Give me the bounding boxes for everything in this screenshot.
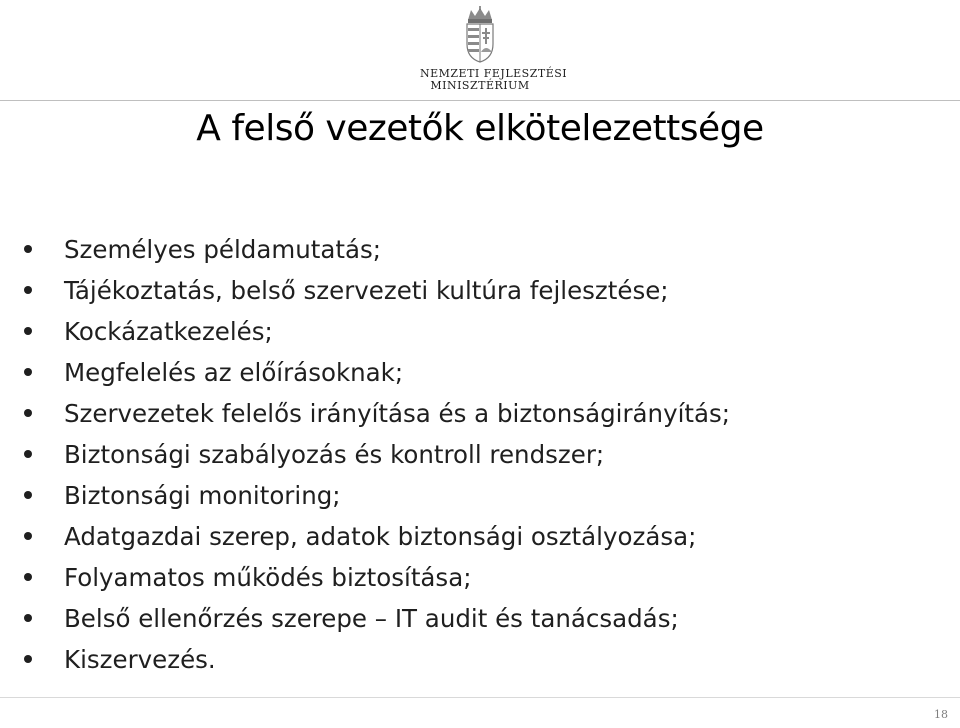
logo-line-1: NEMZETI FEJLESZTÉSI <box>420 67 568 80</box>
bullet-list <box>20 229 730 680</box>
bullet-item <box>20 639 730 680</box>
bullet-item <box>20 557 730 598</box>
bullet-item <box>20 434 730 475</box>
footer-divider <box>0 697 960 698</box>
bullet-item <box>20 516 730 557</box>
bullet-icon <box>24 532 32 540</box>
logo-text <box>420 67 568 92</box>
bullet-icon <box>24 450 32 458</box>
logo-line-2: MINISZTÉRIUM <box>430 79 530 92</box>
bullet-item <box>20 352 730 393</box>
ministry-logo <box>420 6 568 98</box>
bullet-text: Személyes példamutatás; <box>64 235 382 264</box>
bullet-icon <box>24 655 32 663</box>
bullet-icon <box>24 491 32 499</box>
bullet-item <box>20 311 730 352</box>
bullet-text: Biztonsági monitoring; <box>64 481 341 510</box>
bullet-text: Belső ellenőrzés szerepe – IT audit és tanácsadás; <box>64 604 679 633</box>
bullet-icon <box>24 286 32 294</box>
bullet-icon <box>24 573 32 581</box>
slide-title: A felső vezetők elkötelezettsége <box>196 108 764 149</box>
bullet-text: Megfelelés az előírásoknak; <box>64 358 404 387</box>
bullet-text: Tájékoztatás, belső szervezeti kultúra fejlesztése; <box>64 276 669 305</box>
bullet-icon <box>24 368 32 376</box>
bullet-item <box>20 475 730 516</box>
bullet-icon <box>24 245 32 253</box>
header-divider <box>0 100 960 101</box>
hungarian-coat-of-arms-icon <box>462 6 498 64</box>
bullet-item <box>20 393 730 434</box>
bullet-text: Kockázatkezelés; <box>64 317 273 346</box>
bullet-text: Folyamatos működés biztosítása; <box>64 563 472 592</box>
bullet-icon <box>24 327 32 335</box>
bullet-text: Adatgazdai szerep, adatok biztonsági osztályozása; <box>64 522 697 551</box>
bullet-icon <box>24 614 32 622</box>
bullet-item <box>20 598 730 639</box>
bullet-text: Szervezetek felelős irányítása és a biztonságirányítás; <box>64 399 731 428</box>
bullet-text: Biztonsági szabályozás és kontroll rendszer; <box>64 440 605 469</box>
bullet-icon <box>24 409 32 417</box>
bullet-item <box>20 270 730 311</box>
bullet-text: Kiszervezés. <box>64 645 216 674</box>
bullet-item <box>20 229 730 270</box>
page-number: 18 <box>934 708 948 721</box>
